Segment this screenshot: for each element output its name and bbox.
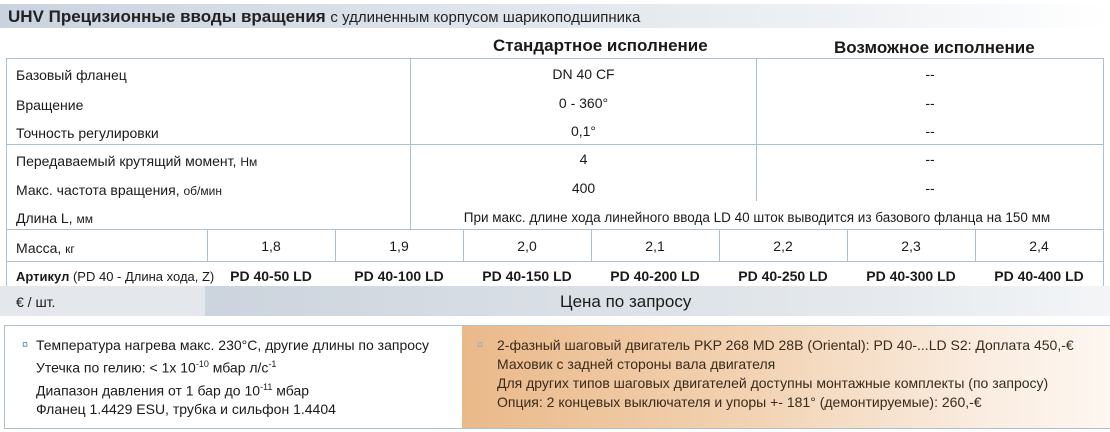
row-standard-rotation: 0 - 360° <box>558 95 609 111</box>
column-optional: Возможное исполнение <box>834 38 1035 57</box>
note-leak-mid: мбар л/с <box>208 359 269 376</box>
column-standard: Стандартное исполнение <box>493 36 708 55</box>
note-pressure <box>36 378 456 401</box>
note-pressure-suffix: мбар <box>272 382 310 399</box>
note-pressure-exp: -11 <box>260 381 273 392</box>
mass-value: 2,4 <box>1029 238 1049 254</box>
title-bold: UHV Прецизионные вводы вращения <box>8 7 326 26</box>
mass-value: 2,2 <box>773 238 793 254</box>
speed-unit: об/мин <box>183 184 222 198</box>
row-optional-torque: -- <box>925 151 935 167</box>
row-optional-rotation: -- <box>925 95 935 111</box>
article-code: PD 40-100 LD <box>354 268 444 284</box>
mass-value: 2,0 <box>517 238 537 254</box>
note-leak-exp2: -1 <box>268 359 277 369</box>
row-label-torque <box>16 153 257 169</box>
article-code: PD 40-400 LD <box>994 268 1084 284</box>
row-optional-speed: -- <box>925 180 935 196</box>
bullet-icon: ¤ <box>22 339 29 351</box>
notes-right <box>497 336 1102 412</box>
row-standard-flange: DN 40 CF <box>552 66 615 82</box>
mass-unit: кг <box>65 242 75 256</box>
bullet-icon: ¤ <box>477 339 484 351</box>
note-materials: Фланец 1.4429 ESU, трубка и сильфон 1.4404 <box>36 401 336 418</box>
row-label-rotation: Вращение <box>16 97 84 113</box>
row-value-length: При макс. длине хода линейного ввода LD 40 шток выводится из базового фланца на 150 мм <box>463 210 1051 225</box>
note-leak-prefix: Утечка по гелию: < 1x 10 <box>36 359 196 376</box>
mass-separator <box>6 229 1104 230</box>
title-subtitle: с удлиненным корпусом шарикоподшипника <box>330 9 641 26</box>
mass-label-text: Масса, <box>16 240 62 256</box>
notes-left <box>36 336 456 419</box>
mass-value: 1,9 <box>389 238 409 254</box>
mass-value: 1,8 <box>261 238 281 254</box>
article-code: PD 40-250 LD <box>738 268 828 284</box>
length-unit: мм <box>76 212 93 226</box>
note-motor: 2-фазный шаговый двигатель PKP 268 MD 28B (Oriental): PD 40-...LD S2: Доплата 450,-€ <box>497 337 1074 353</box>
speed-label-text: Макс. частота вращения, <box>16 182 180 198</box>
row-optional-flange: -- <box>925 66 935 82</box>
article-code: PD 40-150 LD <box>482 268 572 284</box>
row-label-accuracy: Точность регулировки <box>16 125 159 141</box>
note-leak-exp: -10 <box>195 359 209 369</box>
row-label-speed <box>16 182 222 198</box>
row-label-flange: Базовый фланец <box>16 67 127 83</box>
article-code: PD 40-300 LD <box>866 268 956 284</box>
price-value: Цена по запросу <box>560 292 692 311</box>
torque-label-text: Передаваемый крутящий момент, <box>16 153 237 169</box>
article-label <box>16 269 214 284</box>
length-label-text: Длина L, <box>16 210 73 226</box>
row-label-mass <box>16 240 75 256</box>
torque-unit: Нм <box>240 155 258 169</box>
mass-value: 2,1 <box>645 238 665 254</box>
group-separator <box>6 144 1104 145</box>
article-label-bold: Артикул <box>16 269 70 284</box>
article-label-rest: (PD 40 - Длина хода, Z) <box>72 269 215 284</box>
note-mounting-kits: Для других типов шаговых двигателей доступны монтажные комплекты (по запросу) <box>497 375 1049 391</box>
note-temperature: Температура нагрева макс. 230°C, другие длины по запросу <box>36 337 430 353</box>
mass-value: 2,3 <box>901 238 921 254</box>
note-leak <box>36 355 456 378</box>
note-handwheel: Маховик с задней стороны вала двигателя <box>497 356 776 372</box>
row-label-length <box>16 210 93 226</box>
article-code: PD 40-200 LD <box>610 268 700 284</box>
article-code: PD 40-50 LD <box>230 268 312 284</box>
price-unit-label: € / шт. <box>16 294 56 310</box>
note-pressure-prefix: Диапазон давления от 1 бар до 10 <box>36 382 261 399</box>
row-standard-speed: 400 <box>571 180 596 196</box>
row-standard-torque: 4 <box>579 151 588 167</box>
page-title <box>8 7 640 27</box>
row-standard-accuracy: 0,1° <box>570 123 597 139</box>
article-separator <box>6 261 1104 262</box>
note-limit-switches: Опция: 2 концевых выключателя и упоры +- 181° (демонтируемые): 260,-€ <box>497 394 982 410</box>
row-optional-accuracy: -- <box>925 123 935 139</box>
